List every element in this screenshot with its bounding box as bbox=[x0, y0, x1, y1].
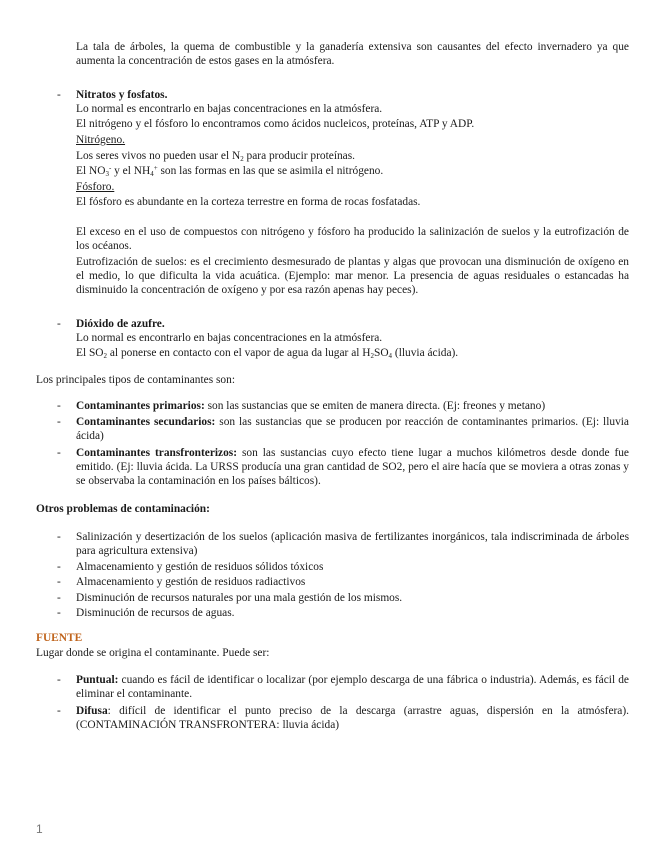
azufre-line-1: Lo normal es encontrarlo en bajas concentraciones en la atmósfera. bbox=[76, 332, 383, 344]
bullet-dash: - bbox=[57, 592, 61, 604]
fuente-item-puntual: Puntual: cuando es fácil de identificar o localizar (por ejemplo descarga de una fábrica o industria). Además, es fácil de eliminar el contaminante. bbox=[76, 674, 629, 701]
tipos-heading: Los principales tipos de contaminantes son: bbox=[36, 374, 235, 386]
fosforo-subheading: Fósforo. bbox=[76, 181, 115, 193]
azufre-title: Dióxido de azufre. bbox=[76, 318, 165, 330]
otros-item: Almacenamiento y gestión de residuos sólidos tóxicos bbox=[76, 561, 324, 573]
bullet-dash: - bbox=[57, 705, 61, 717]
fosforo-line-1: El fósforo es abundante en la corteza terrestre en forma de rocas fosfatadas. bbox=[76, 196, 421, 208]
tipo-item-transfronterizos: Contaminantes transfronterizos: son las sustancias cuyo efecto tiene lugar a muchos kilómetros desde donde fue emitido. (Ej: lluvia ácida. La URSS producía una gran cantidad de SO2, pero el aire hacía que se moviera a otras zonas y se observaba la contaminación en los países bálticos). bbox=[76, 447, 629, 488]
otros-heading: Otros problemas de contaminación: bbox=[36, 503, 210, 515]
otros-item: Almacenamiento y gestión de residuos radiactivos bbox=[76, 576, 306, 588]
page-number: 1 bbox=[36, 822, 43, 836]
nitratos-line-1: Lo normal es encontrarlo en bajas concentraciones en la atmósfera. bbox=[76, 103, 383, 115]
tipo-item-primarios: Contaminantes primarios: son las sustancias que se emiten de manera directa. (Ej: freones y metano) bbox=[76, 400, 546, 412]
bullet-dash: - bbox=[57, 531, 61, 543]
bullet-dash: - bbox=[57, 318, 61, 330]
otros-item: Disminución de recursos de aguas. bbox=[76, 607, 235, 619]
bullet-dash: - bbox=[57, 576, 61, 588]
eutrofizacion-paragraph: Eutrofización de suelos: es el crecimiento desmesurado de plantas y algas que provocan una disminución de oxígeno en el medio, lo que dificulta la vida acuática. (Ejemplo: mar menor. La presencia de aguas residuales o estancadas ha disminuido la concentración de oxígeno y por esa razón apenas hay peces). bbox=[76, 256, 629, 297]
intro-paragraph: La tala de árboles, la quema de combustible y la ganadería extensiva son causantes del efecto invernadero ya que aumenta la concentración de estos gases en la atmósfera. bbox=[76, 41, 629, 68]
nitrogeno-subheading: Nitrógeno. bbox=[76, 134, 126, 146]
bullet-dash: - bbox=[57, 400, 61, 412]
bullet-dash: - bbox=[57, 447, 61, 459]
nitratos-line-2: El nitrógeno y el fósforo lo encontramos como ácidos nucleicos, proteínas, ATP y ADP. bbox=[76, 118, 475, 130]
azufre-line-2: El $SO_2$ al ponerse en contacto con el vapor de agua da lugar al $H_2SO_4$ (lluvia ácida). bbox=[76, 347, 459, 360]
fuente-definition: Lugar donde se origina el contaminante. Puede ser: bbox=[36, 647, 270, 659]
otros-item: Salinización y desertización de los suelos (aplicación masiva de fertilizantes inorgánicos, tala indiscriminada de árboles para agricultura extensiva) bbox=[76, 531, 629, 558]
nitrogeno-line-1: Los seres vivos no pueden usar el $N_2$ para producir proteínas. bbox=[76, 150, 356, 163]
bullet-dash: - bbox=[57, 674, 61, 686]
nitratos-title: Nitratos y fosfatos. bbox=[76, 89, 168, 101]
bullet-dash: - bbox=[57, 561, 61, 573]
tipo-item-secundarios: Contaminantes secundarios: son las sustancias que se producen por reacción de contaminantes primarios. (Ej: lluvia ácida) bbox=[76, 416, 629, 443]
bullet-dash: - bbox=[57, 607, 61, 619]
otros-item: Disminución de recursos naturales por una mala gestión de los mismos. bbox=[76, 592, 403, 604]
fuente-item-difusa: Difusa: difícil de identificar el punto preciso de la descarga (arrastre aguas, dispersión en la atmósfera). (CONTAMINACIÓN TRANSFRONTERA: lluvia ácida) bbox=[76, 705, 629, 732]
bullet-dash: - bbox=[57, 89, 61, 101]
fuente-heading: FUENTE bbox=[36, 632, 83, 644]
bullet-dash: - bbox=[57, 416, 61, 428]
nitrogeno-line-2: El $NO_3^-$ y el $NH_4^+$ son las formas en las que se asimila el nitrógeno. bbox=[76, 164, 384, 178]
exceso-paragraph: El exceso en el uso de compuestos con nitrógeno y fósforo ha producido la salinización de suelos y la eutrofización de los océanos. bbox=[76, 226, 629, 253]
